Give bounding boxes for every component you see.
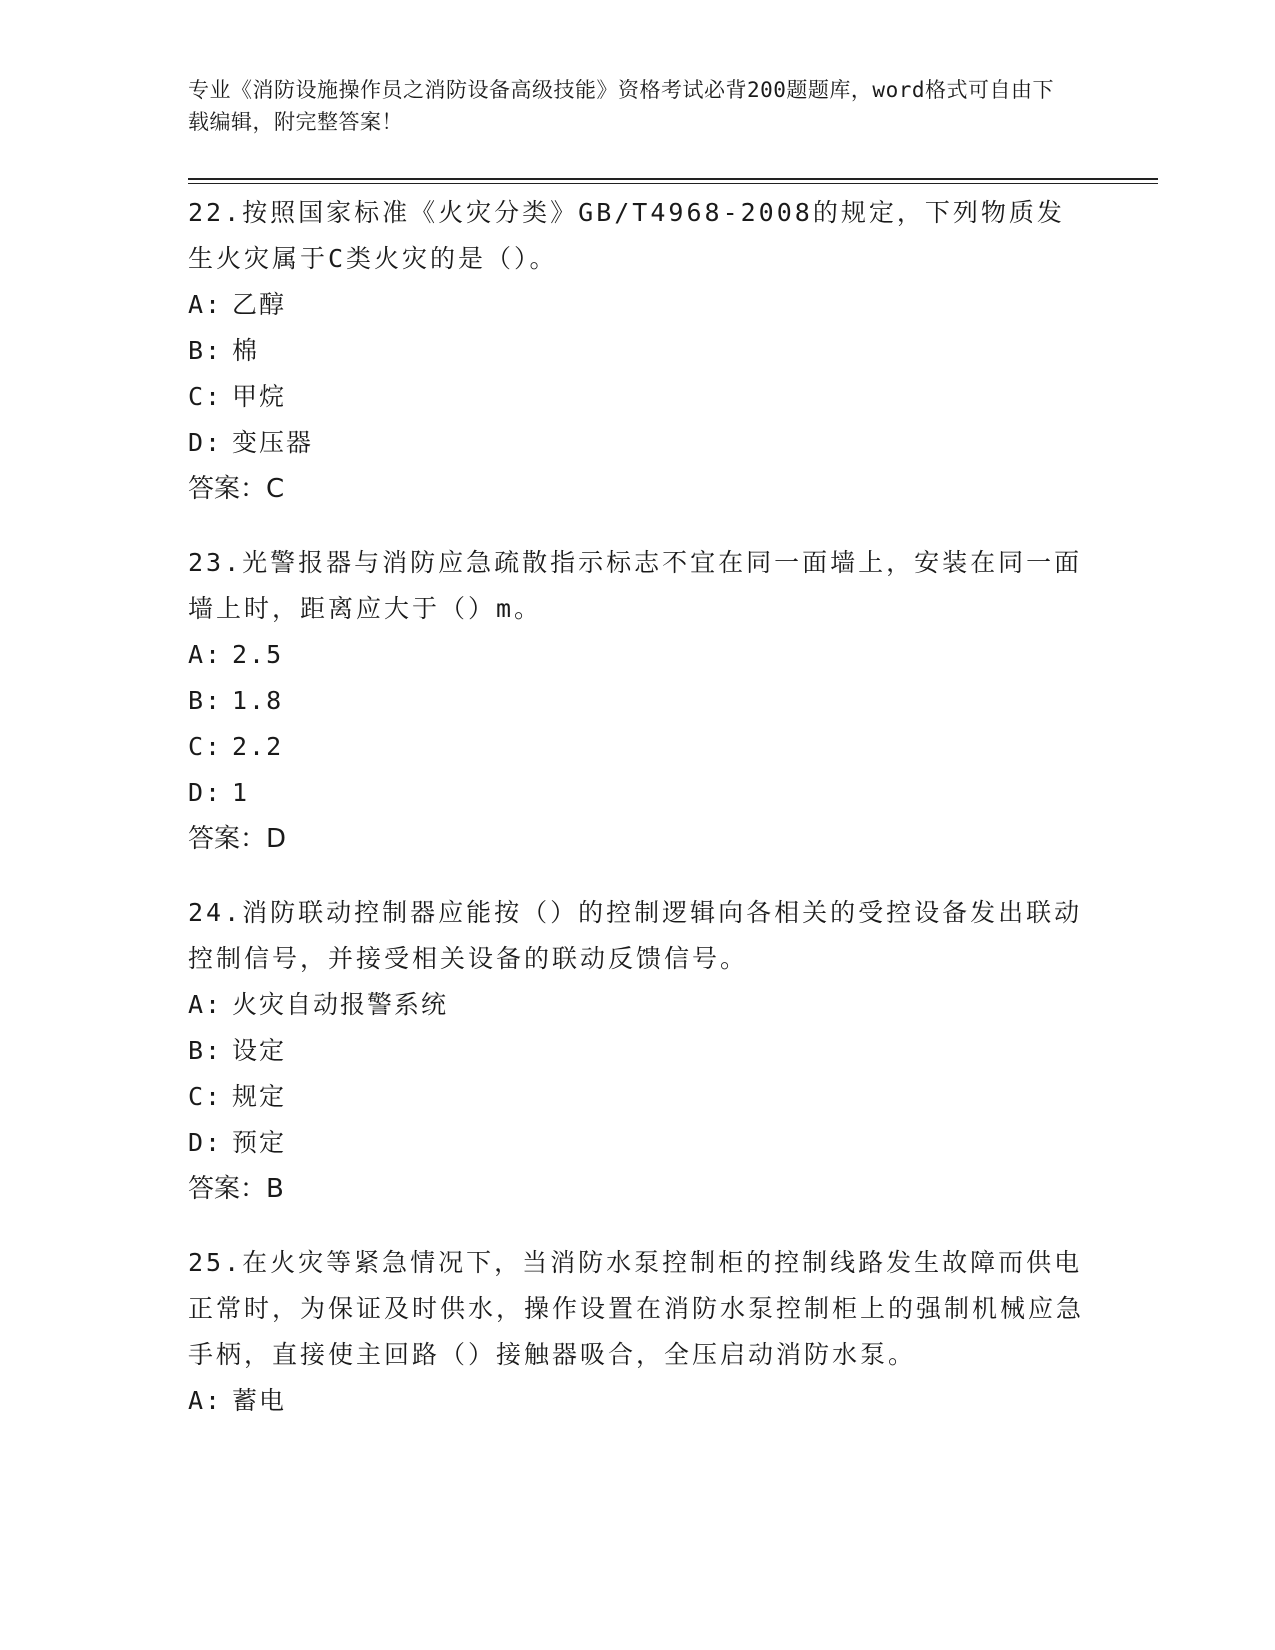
option-label: C: [188,382,223,411]
question-23 [188,540,1088,862]
option-text: 1.8 [232,686,284,715]
option-d [188,770,1088,816]
question-22 [188,190,1088,512]
option-label: C: [188,732,223,761]
option-label: B: [188,336,223,365]
option-label: C: [188,1082,223,1111]
option-label: D: [188,778,223,807]
option-text: 甲烷 [232,382,287,411]
question-25 [188,1240,1088,1424]
option-text: 规定 [232,1082,287,1111]
option-a [188,982,1088,1028]
option-b [188,328,1088,374]
option-text: 棉 [232,336,260,365]
option-text: 1 [232,778,250,807]
option-text: 乙醇 [232,290,287,319]
option-text: 变压器 [232,428,314,457]
question-24 [188,890,1088,1212]
option-text: 蓄电 [232,1386,287,1415]
answer-line: 答案：B [188,1174,284,1204]
option-label: D: [188,428,223,457]
option-text: 火灾自动报警系统 [232,990,449,1019]
option-label: A: [188,640,223,669]
option-b [188,678,1088,724]
option-c [188,1074,1088,1120]
option-label: D: [188,1128,223,1157]
option-label: B: [188,686,223,715]
document-header: 专业《消防设施操作员之消防设备高级技能》资格考试必背200题题库，word格式可自由下载编辑，附完整答案！ [188,78,1054,134]
option-text: 预定 [232,1128,287,1157]
option-a [188,1378,1088,1424]
option-text: 2.2 [232,732,284,761]
header-rule-thick [188,178,1158,180]
option-text: 设定 [232,1036,287,1065]
option-a [188,632,1088,678]
option-d [188,420,1088,466]
answer-line: 答案：D [188,824,287,854]
option-label: A: [188,290,223,319]
question-stem: 25.在火灾等紧急情况下，当消防水泵控制柜的控制线路发生故障而供电正常时，为保证及时供水，操作设置在消防水泵控制柜上的强制机械应急手柄，直接使主回路（）接触器吸合，全压启动消防水泵。 [188,1248,1085,1369]
question-stem: 24.消防联动控制器应能按（）的控制逻辑向各相关的受控设备发出联动控制信号，并接受相关设备的联动反馈信号。 [188,898,1083,973]
answer-line: 答案：C [188,474,285,504]
option-b [188,1028,1088,1074]
option-a [188,282,1088,328]
question-list [188,190,1088,1452]
option-label: A: [188,990,223,1019]
option-text: 2.5 [232,640,284,669]
option-c [188,724,1088,770]
question-stem: 23.光警报器与消防应急疏散指示标志不宜在同一面墙上，安装在同一面墙上时，距离应大于（）m。 [188,548,1083,623]
option-label: B: [188,1036,223,1065]
option-d [188,1120,1088,1166]
option-c [188,374,1088,420]
question-stem: 22.按照国家标准《火灾分类》GB/T4968-2008的规定，下列物质发生火灾属于C类火灾的是（）。 [188,198,1065,273]
header-rule-thin [188,183,1158,184]
option-label: A: [188,1386,223,1415]
